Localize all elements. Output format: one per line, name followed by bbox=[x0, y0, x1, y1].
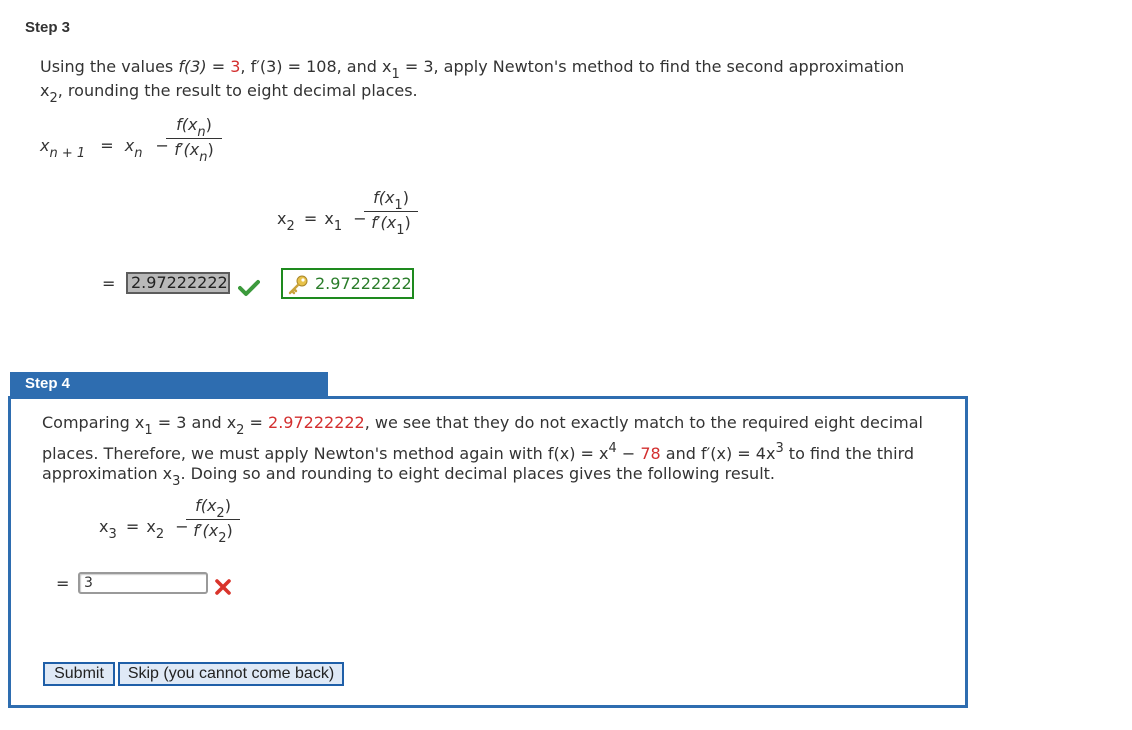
key-icon bbox=[287, 274, 309, 296]
x-icon bbox=[213, 578, 233, 596]
step4-header bbox=[10, 372, 328, 396]
step4-heading: Step 4 bbox=[25, 375, 71, 392]
step3-heading: Step 3 bbox=[25, 19, 71, 36]
step3-answer-equals: = bbox=[102, 274, 116, 293]
step4-answer-equals: = bbox=[56, 574, 70, 593]
step3-answer-field[interactable]: 2.97222222 bbox=[126, 272, 230, 294]
step4-formula-fraction: $f(x_2)$ $f'(x_2)$ bbox=[186, 496, 240, 543]
step3-intro-line2: $x_2$, rounding the result to eight decimal places. bbox=[40, 81, 418, 106]
step3-intro-line1: Using the values f(3) = 3, f′(3) = 108, and $x_1 = 3$, apply Newton's method to find the second approximation bbox=[40, 57, 905, 82]
specific-formula-lhs: $x_2 = x_1$ − bbox=[277, 209, 367, 234]
submit-button[interactable]: Submit bbox=[43, 662, 115, 686]
step4-formula-lhs: $x_3 = x_2$ − bbox=[99, 517, 189, 542]
check-icon bbox=[238, 279, 260, 297]
step4-answer-input[interactable] bbox=[78, 572, 208, 594]
skip-button[interactable]: Skip (you cannot come back) bbox=[118, 662, 344, 686]
general-formula-fraction: $f(x_n)$ $f'(x_n)$ bbox=[166, 115, 222, 162]
correct-answer-key: 2.97222222 bbox=[281, 268, 414, 299]
specific-formula-fraction: $f(x_1)$ $f'(x_1)$ bbox=[364, 188, 418, 235]
general-formula-lhs: $x_{n + 1} = x_n$ − bbox=[40, 136, 169, 161]
step4-line3: approximation $x_3$. Doing so and rounding to eight decimal places gives the following result. bbox=[42, 464, 775, 489]
step4-line1: Comparing $x_1 = 3$ and $x_2 = 2.97222222$, we see that they do not exactly match to the required eight decimal bbox=[42, 413, 923, 438]
step4-line2: places. Therefore, we must apply Newton's method again with $f(x) = x^4 - 78$ and $f'(x) = 4x^3$ to find the third bbox=[42, 441, 915, 463]
